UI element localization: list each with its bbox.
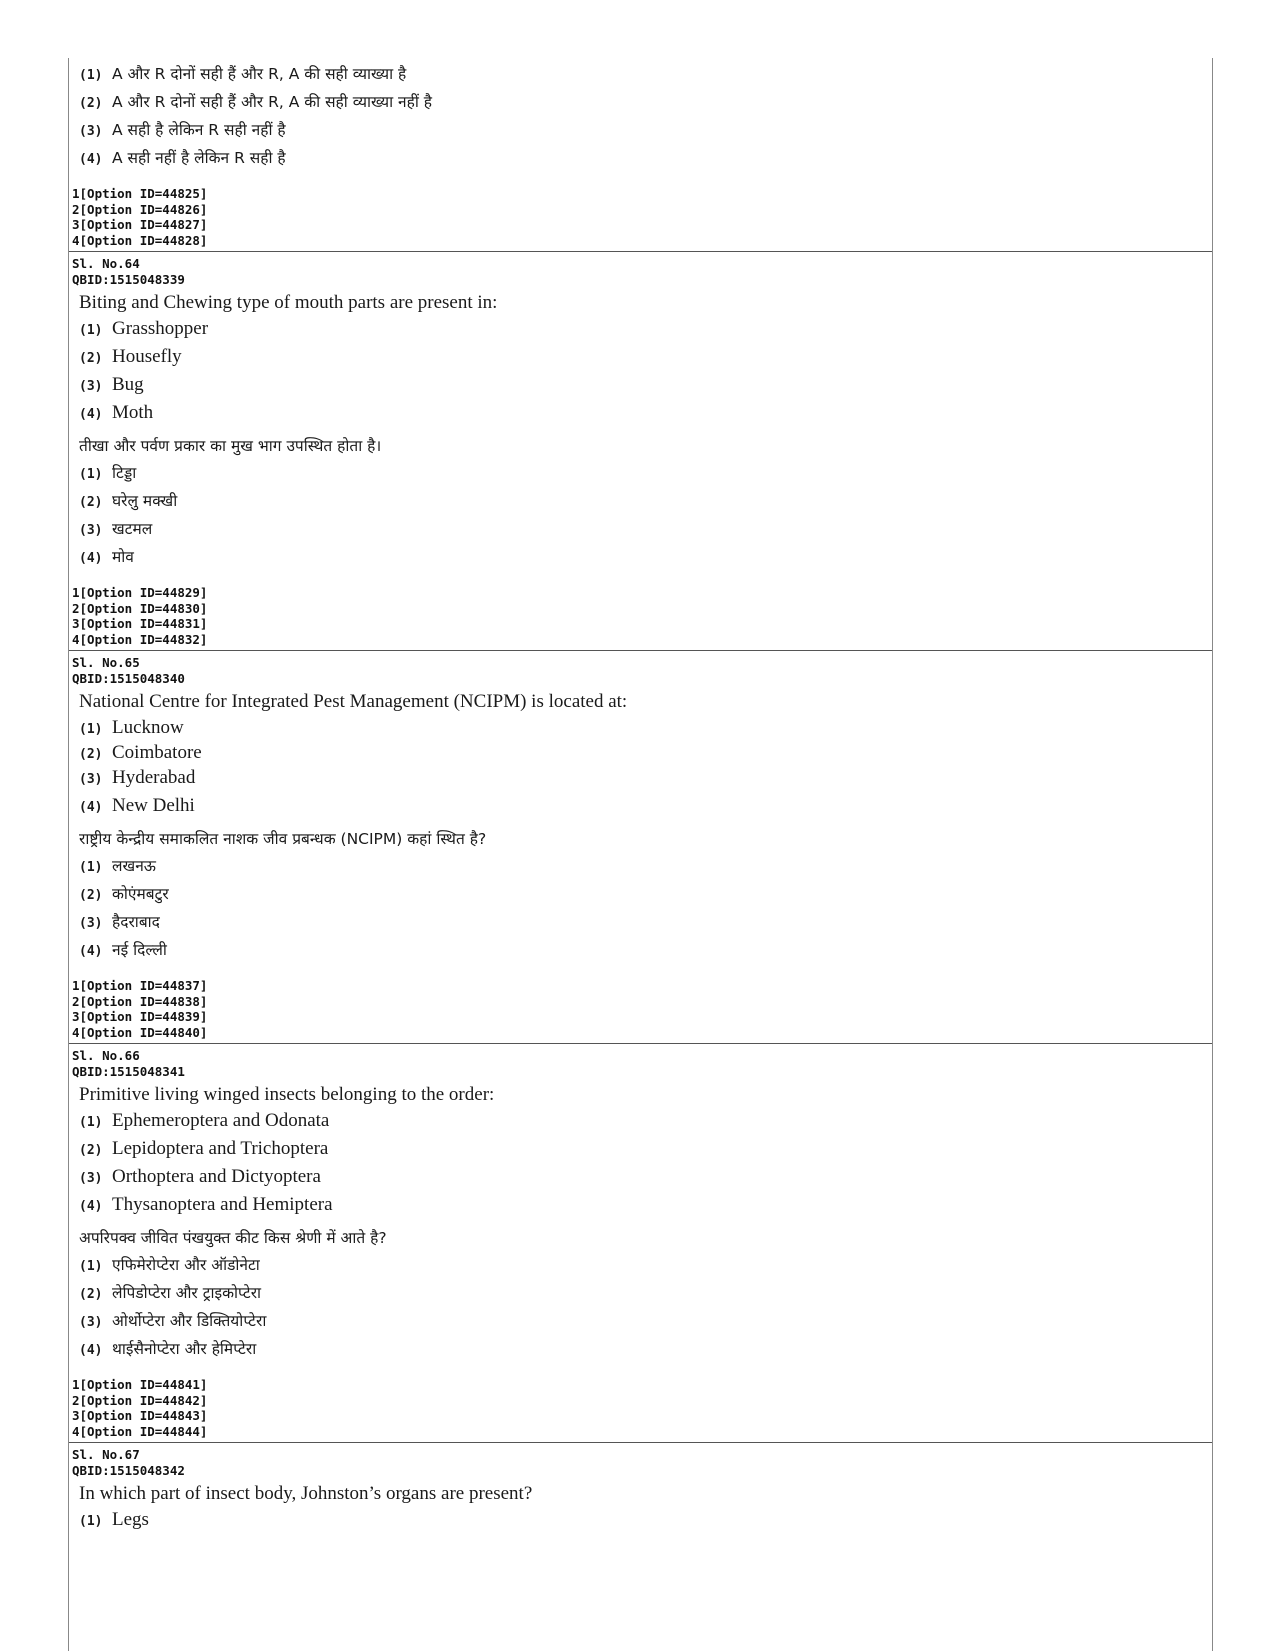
option-hi-1[interactable] <box>79 854 1212 882</box>
option-number: (3) <box>79 523 103 538</box>
option-number: (4) <box>79 944 103 959</box>
option-hi-4[interactable] <box>79 938 1212 966</box>
qbid: QBID:1515048341 <box>72 1063 185 1079</box>
option-number: (2) <box>79 1143 103 1158</box>
option-number: (1) <box>79 860 103 875</box>
serial-number: Sl. No.64 <box>72 256 140 271</box>
option-en-4[interactable] <box>79 402 1212 430</box>
option-number: (4) <box>79 551 103 566</box>
option-text: A सही नहीं है लेकिन R सही है <box>112 149 286 167</box>
question-text-en: National Centre for Integrated Pest Management (NCIPM) is located at: <box>79 691 628 712</box>
question-block-66 <box>69 1043 1212 1442</box>
option-text: कोएंमबटुर <box>112 885 169 903</box>
option-text: Housefly <box>112 346 182 367</box>
option-en-1[interactable] <box>79 717 1212 742</box>
option-en-2[interactable] <box>79 742 1212 767</box>
question-block-65 <box>69 650 1212 1043</box>
option-text: लखनऊ <box>112 857 156 875</box>
option-hi-4[interactable] <box>79 146 1212 174</box>
option-hi-2[interactable] <box>79 882 1212 910</box>
question-text-en: Biting and Chewing type of mouth parts are present in: <box>79 292 498 313</box>
serial-number: Sl. No.66 <box>72 1048 140 1063</box>
option-text: Ephemeroptera and Odonata <box>112 1110 330 1131</box>
question-paper <box>68 58 1213 1651</box>
option-en-3[interactable] <box>79 767 1212 795</box>
option-text: नई दिल्ली <box>112 941 167 959</box>
question-text-en: In which part of insect body, Johnston’s organs are present? <box>79 1483 533 1504</box>
qbid: QBID:1515048340 <box>72 670 185 686</box>
option-en-1[interactable] <box>79 1509 1212 1537</box>
option-en-1[interactable] <box>79 318 1212 346</box>
option-id-list <box>72 585 1212 647</box>
option-id-list <box>72 978 1212 1040</box>
option-id: 2[Option ID=44842] <box>72 1392 208 1408</box>
option-hi-3[interactable] <box>79 1309 1212 1337</box>
question-text-en: Primitive living winged insects belonging to the order: <box>79 1084 495 1105</box>
serial-number: Sl. No.65 <box>72 655 140 670</box>
question-block-64 <box>69 251 1212 650</box>
option-number: (1) <box>79 68 103 83</box>
option-text: टिड्डा <box>112 464 137 482</box>
option-number: (3) <box>79 916 103 931</box>
option-id: 2[Option ID=44826] <box>72 201 208 217</box>
qbid: QBID:1515048342 <box>72 1462 185 1478</box>
option-hi-3[interactable] <box>79 118 1212 146</box>
option-hi-1[interactable] <box>79 62 1212 90</box>
option-text: Grasshopper <box>112 318 209 339</box>
option-number: (4) <box>79 407 103 422</box>
option-text: Hyderabad <box>112 767 196 788</box>
option-id: 3[Option ID=44831] <box>72 616 208 631</box>
option-id: 3[Option ID=44827] <box>72 217 208 232</box>
option-number: (1) <box>79 722 103 737</box>
option-en-1[interactable] <box>79 1110 1212 1138</box>
option-text: A और R दोनों सही हैं और R, A की सही व्याख्या है <box>112 65 407 83</box>
option-text: Lepidoptera and Trichoptera <box>112 1138 329 1159</box>
option-text: एफिमेरोप्टेरा और ऑडोनेटा <box>112 1256 260 1274</box>
option-number: (3) <box>79 124 103 139</box>
option-id: 2[Option ID=44838] <box>72 993 208 1009</box>
option-number: (2) <box>79 495 103 510</box>
question-header <box>72 655 1212 686</box>
option-id: 4[Option ID=44828] <box>72 232 208 248</box>
option-hi-2[interactable] <box>79 1281 1212 1309</box>
option-text: खटमल <box>112 520 153 538</box>
question-text-hi: तीखा और पर्वण प्रकार का मुख भाग उपस्थित होता है। <box>79 437 382 455</box>
option-number: (4) <box>79 800 103 815</box>
option-en-2[interactable] <box>79 1138 1212 1166</box>
option-text: घरेलु मक्खी <box>112 492 178 510</box>
option-hi-1[interactable] <box>79 1253 1212 1281</box>
option-id: 1[Option ID=44829] <box>72 585 208 600</box>
option-text: Orthoptera and Dictyoptera <box>112 1166 321 1187</box>
option-number: (3) <box>79 1315 103 1330</box>
option-number: (2) <box>79 351 103 366</box>
option-en-2[interactable] <box>79 346 1212 374</box>
question-header <box>72 256 1212 287</box>
option-text: लेपिडोप्टेरा और ट्राइकोप्टेरा <box>112 1284 262 1302</box>
question-header <box>72 1447 1212 1478</box>
option-text: Thysanoptera and Hemiptera <box>112 1194 333 1215</box>
option-id: 4[Option ID=44844] <box>72 1423 208 1439</box>
option-text: Bug <box>112 374 144 395</box>
option-number: (3) <box>79 1171 103 1186</box>
question-header <box>72 1048 1212 1079</box>
option-id-list <box>72 186 1212 248</box>
option-text: मोव <box>112 548 134 566</box>
option-text: हैदराबाद <box>112 913 160 931</box>
option-hi-2[interactable] <box>79 90 1212 118</box>
option-number: (3) <box>79 772 103 787</box>
option-id: 4[Option ID=44832] <box>72 631 208 647</box>
question-block-63-tail <box>69 58 1212 251</box>
option-number: (1) <box>79 323 103 338</box>
serial-number: Sl. No.67 <box>72 1447 140 1462</box>
option-hi-1[interactable] <box>79 461 1212 489</box>
option-id: 3[Option ID=44839] <box>72 1009 208 1024</box>
option-id: 1[Option ID=44841] <box>72 1377 208 1392</box>
qbid: QBID:1515048339 <box>72 271 185 287</box>
option-id: 1[Option ID=44837] <box>72 978 208 993</box>
option-number: (1) <box>79 1259 103 1274</box>
option-text: Lucknow <box>112 717 184 738</box>
question-text-hi: राष्ट्रीय केन्द्रीय समाकलित नाशक जीव प्रबन्धक (NCIPM) कहां स्थित है? <box>79 830 487 848</box>
option-text: Coimbatore <box>112 742 202 763</box>
option-id: 1[Option ID=44825] <box>72 186 208 201</box>
option-text: New Delhi <box>112 795 195 816</box>
option-text: थाईसैनोप्टेरा और हेमिप्टेरा <box>112 1340 257 1358</box>
option-number: (2) <box>79 888 103 903</box>
question-text-hi: अपरिपक्व जीवित पंखयुक्त कीट किस श्रेणी में आते है? <box>79 1229 387 1247</box>
option-text: Moth <box>112 402 154 423</box>
option-number: (1) <box>79 1115 103 1130</box>
option-number: (1) <box>79 467 103 482</box>
option-text: Legs <box>112 1509 149 1530</box>
option-number: (4) <box>79 1199 103 1214</box>
option-number: (4) <box>79 1343 103 1358</box>
option-hi-3[interactable] <box>79 910 1212 938</box>
option-text: A सही है लेकिन R सही नहीं है <box>112 121 286 139</box>
option-number: (4) <box>79 152 103 167</box>
option-hi-2[interactable] <box>79 489 1212 517</box>
option-hi-4[interactable] <box>79 1337 1212 1365</box>
option-en-4[interactable] <box>79 795 1212 823</box>
option-hi-4[interactable] <box>79 545 1212 573</box>
option-hi-3[interactable] <box>79 517 1212 545</box>
option-number: (2) <box>79 1287 103 1302</box>
option-id: 4[Option ID=44840] <box>72 1024 208 1040</box>
option-id: 3[Option ID=44843] <box>72 1408 208 1423</box>
option-number: (3) <box>79 379 103 394</box>
question-block-67 <box>69 1442 1212 1540</box>
option-number: (2) <box>79 96 103 111</box>
option-en-3[interactable] <box>79 1166 1212 1194</box>
option-en-4[interactable] <box>79 1194 1212 1222</box>
option-text: A और R दोनों सही हैं और R, A की सही व्याख्या नहीं है <box>112 93 433 111</box>
option-text: ओर्थोप्टेरा और डिक्तियोप्टेरा <box>112 1312 267 1330</box>
option-number: (2) <box>79 747 103 762</box>
option-id: 2[Option ID=44830] <box>72 600 208 616</box>
option-number: (1) <box>79 1514 103 1529</box>
option-en-3[interactable] <box>79 374 1212 402</box>
option-id-list <box>72 1377 1212 1439</box>
